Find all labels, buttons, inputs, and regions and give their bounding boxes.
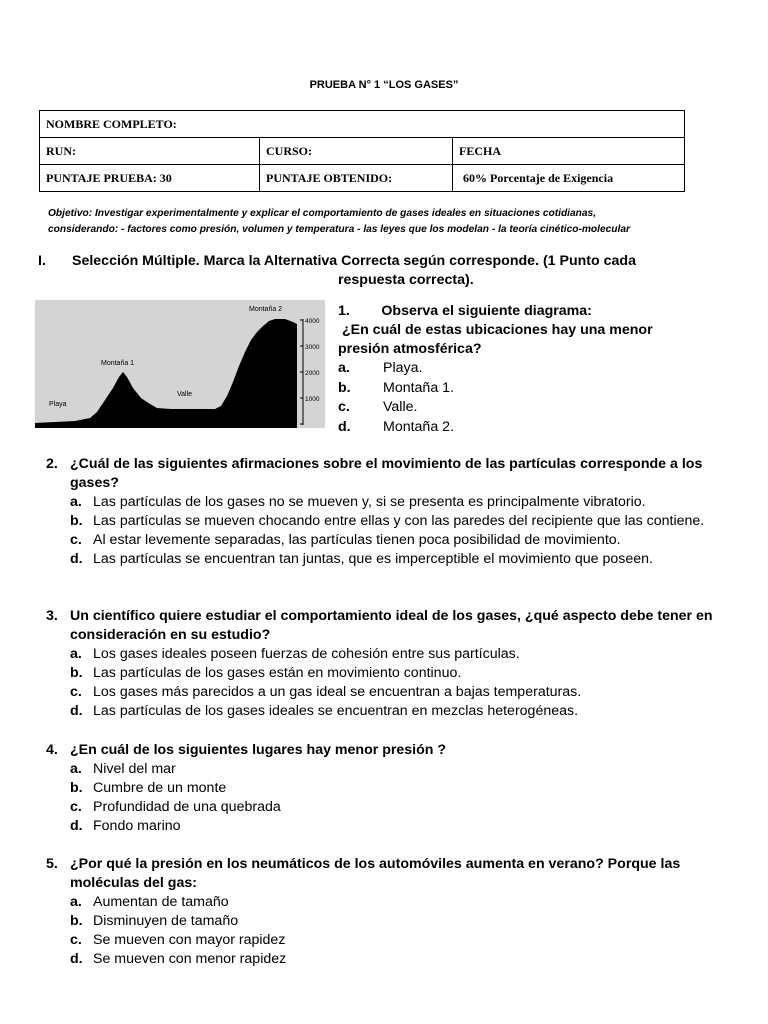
question-1 [338, 302, 718, 437]
section-number: I. [38, 253, 46, 269]
question-1-option-a[interactable] [338, 359, 718, 379]
option-text: Disminuyen de tamaño [93, 913, 239, 929]
question-text: ¿Por qué la presión en los neumáticos de los automóviles aumenta en verano? Porque las moléculas del gas: [70, 856, 681, 891]
option-text: Se mueven con mayor rapidez [93, 932, 286, 948]
question-number: 3. [46, 608, 58, 624]
scale-label-4000: 4000 [305, 318, 320, 325]
option-letter: a. [338, 360, 350, 376]
option-text: Profundidad de una quebrada [93, 799, 281, 815]
option-text: Las partículas de los gases no se mueven y, si se presenta es principalmente vibratorio. [93, 494, 646, 510]
option-letter: c. [70, 932, 82, 948]
question-4-option-b[interactable] [70, 779, 736, 798]
label-playa: Playa [49, 401, 67, 408]
page-title: PRUEBA N° 1 “LOS GASES” [309, 79, 459, 91]
question-3 [46, 607, 736, 721]
option-text: Los gases ideales poseen fuerzas de cohesión entre sus partículas. [93, 646, 520, 662]
option-text: Las partículas de los gases ideales se encuentran en mezclas heterogéneas. [93, 703, 579, 719]
label-montana-1: Montaña 1 [101, 360, 135, 367]
option-letter: c. [70, 684, 82, 700]
puntaje-prueba-label: PUNTAJE PRUEBA: 30 [40, 165, 260, 192]
option-text: Al estar levemente separadas, las partículas tienen poca posibilidad de movimiento. [93, 532, 621, 548]
section-instructions-line-1: Selección Múltiple. Marca la Alternativa Correcta según corresponde. (1 Punto cada [72, 253, 636, 269]
question-5 [46, 855, 736, 969]
option-letter: d. [338, 418, 351, 435]
question-text: ¿En cuál de los siguientes lugares hay menor presión ? [70, 742, 447, 758]
option-text: Cumbre de un monte [93, 780, 227, 796]
question-4-option-c[interactable] [70, 798, 736, 817]
option-letter: d. [70, 551, 83, 567]
option-text: Se mueven con menor rapidez [93, 951, 287, 967]
option-letter: b. [70, 780, 83, 796]
student-info-table [39, 110, 685, 192]
option-letter: a. [70, 494, 82, 510]
scale-label-2000: 2000 [305, 370, 320, 377]
option-text: Montaña 2. [383, 418, 454, 435]
option-letter: b. [338, 379, 351, 396]
option-letter: a. [70, 894, 82, 910]
question-3-option-c[interactable] [70, 683, 736, 702]
label-valle: Valle [177, 391, 193, 398]
question-4-option-d[interactable] [70, 817, 736, 836]
question-2-option-d[interactable] [70, 550, 736, 569]
option-letter: d. [70, 703, 83, 719]
exigencia-label: 60% Porcentaje de Exigencia [453, 165, 685, 192]
option-letter: b. [70, 913, 83, 929]
question-2-option-c[interactable] [70, 531, 736, 550]
option-text: Aumentan de tamaño [93, 894, 229, 910]
question-number: 5. [46, 856, 58, 872]
option-text: Valle. [383, 399, 418, 415]
question-5-option-b[interactable] [70, 912, 736, 931]
objective-line-1: Objetivo: Investigar experimentalmente y explicar el comportamiento de gases ideales en situaciones cotidianas, [48, 208, 597, 219]
question-5-option-d[interactable] [70, 950, 736, 969]
option-letter: d. [70, 818, 83, 834]
question-number: 2. [46, 456, 58, 472]
label-montana-2: Montaña 2 [249, 306, 283, 313]
question-5-option-c[interactable] [70, 931, 736, 950]
option-text: Montaña 1. [383, 379, 454, 396]
option-text: Las partículas se mueven chocando entre ellas y con las paredes del recipiente que las contiene. [93, 513, 705, 529]
objective-line-2: considerando: - factores como presión, volumen y temperatura - las leyes que los modelan - la teoría cinético-molecular [48, 224, 630, 235]
scale-label-3000: 3000 [305, 344, 320, 351]
option-text: Fondo marino [93, 818, 181, 834]
option-text: Los gases más parecidos a un gas ideal se encuentran a bajas temperaturas. [93, 684, 582, 700]
question-1-option-d[interactable] [338, 418, 718, 438]
section-instructions-line-2: respuesta correcta). [338, 272, 474, 288]
terrain-diagram [35, 300, 325, 428]
question-number: 4. [46, 742, 58, 758]
question-1-text-line-1: ¿En cuál de estas ubicaciones hay una menor [338, 322, 653, 338]
fecha-field-label: FECHA [453, 138, 685, 165]
question-4-option-a[interactable] [70, 760, 736, 779]
option-letter: c. [70, 532, 82, 548]
option-letter: c. [70, 799, 82, 815]
question-text: Un científico quiere estudiar el comportamiento ideal de los gases, ¿qué aspecto debe tener en consideración en su estudio? [70, 608, 713, 643]
question-1-option-b[interactable] [338, 379, 718, 399]
question-2-option-a[interactable] [70, 493, 736, 512]
question-1-option-c[interactable] [338, 398, 718, 418]
option-letter: b. [70, 513, 83, 529]
run-field-label: RUN: [40, 138, 260, 165]
question-3-option-a[interactable] [70, 645, 736, 664]
option-text: Las partículas se encuentran tan juntas, que es imperceptible el movimiento que poseen. [93, 551, 653, 567]
puntaje-obtenido-label: PUNTAJE OBTENIDO: [260, 165, 453, 192]
option-text: Nivel del mar [93, 761, 176, 777]
scale-label-1000: 1000 [305, 396, 320, 403]
question-4 [46, 741, 736, 836]
question-1-heading: 1. Observa el siguiente diagrama: [338, 303, 592, 319]
question-2 [46, 455, 736, 569]
question-2-option-b[interactable] [70, 512, 736, 531]
option-text: Playa. [383, 360, 423, 376]
question-1-text-line-2: presión atmosférica? [338, 341, 482, 357]
option-letter: b. [70, 665, 83, 681]
option-letter: d. [70, 951, 83, 967]
option-text: Las partículas de los gases están en movimiento continuo. [93, 665, 462, 681]
option-letter: c. [338, 399, 350, 415]
question-3-option-b[interactable] [70, 664, 736, 683]
question-3-option-d[interactable] [70, 702, 736, 721]
question-text: ¿Cuál de las siguientes afirmaciones sobre el movimiento de las partículas corresponde a los gases? [70, 456, 703, 491]
question-5-option-a[interactable] [70, 893, 736, 912]
option-letter: a. [70, 761, 82, 777]
objective-text [48, 206, 728, 238]
curso-field-label: CURSO: [260, 138, 453, 165]
name-field-label: NOMBRE COMPLETO: [40, 111, 685, 138]
option-letter: a. [70, 646, 82, 662]
